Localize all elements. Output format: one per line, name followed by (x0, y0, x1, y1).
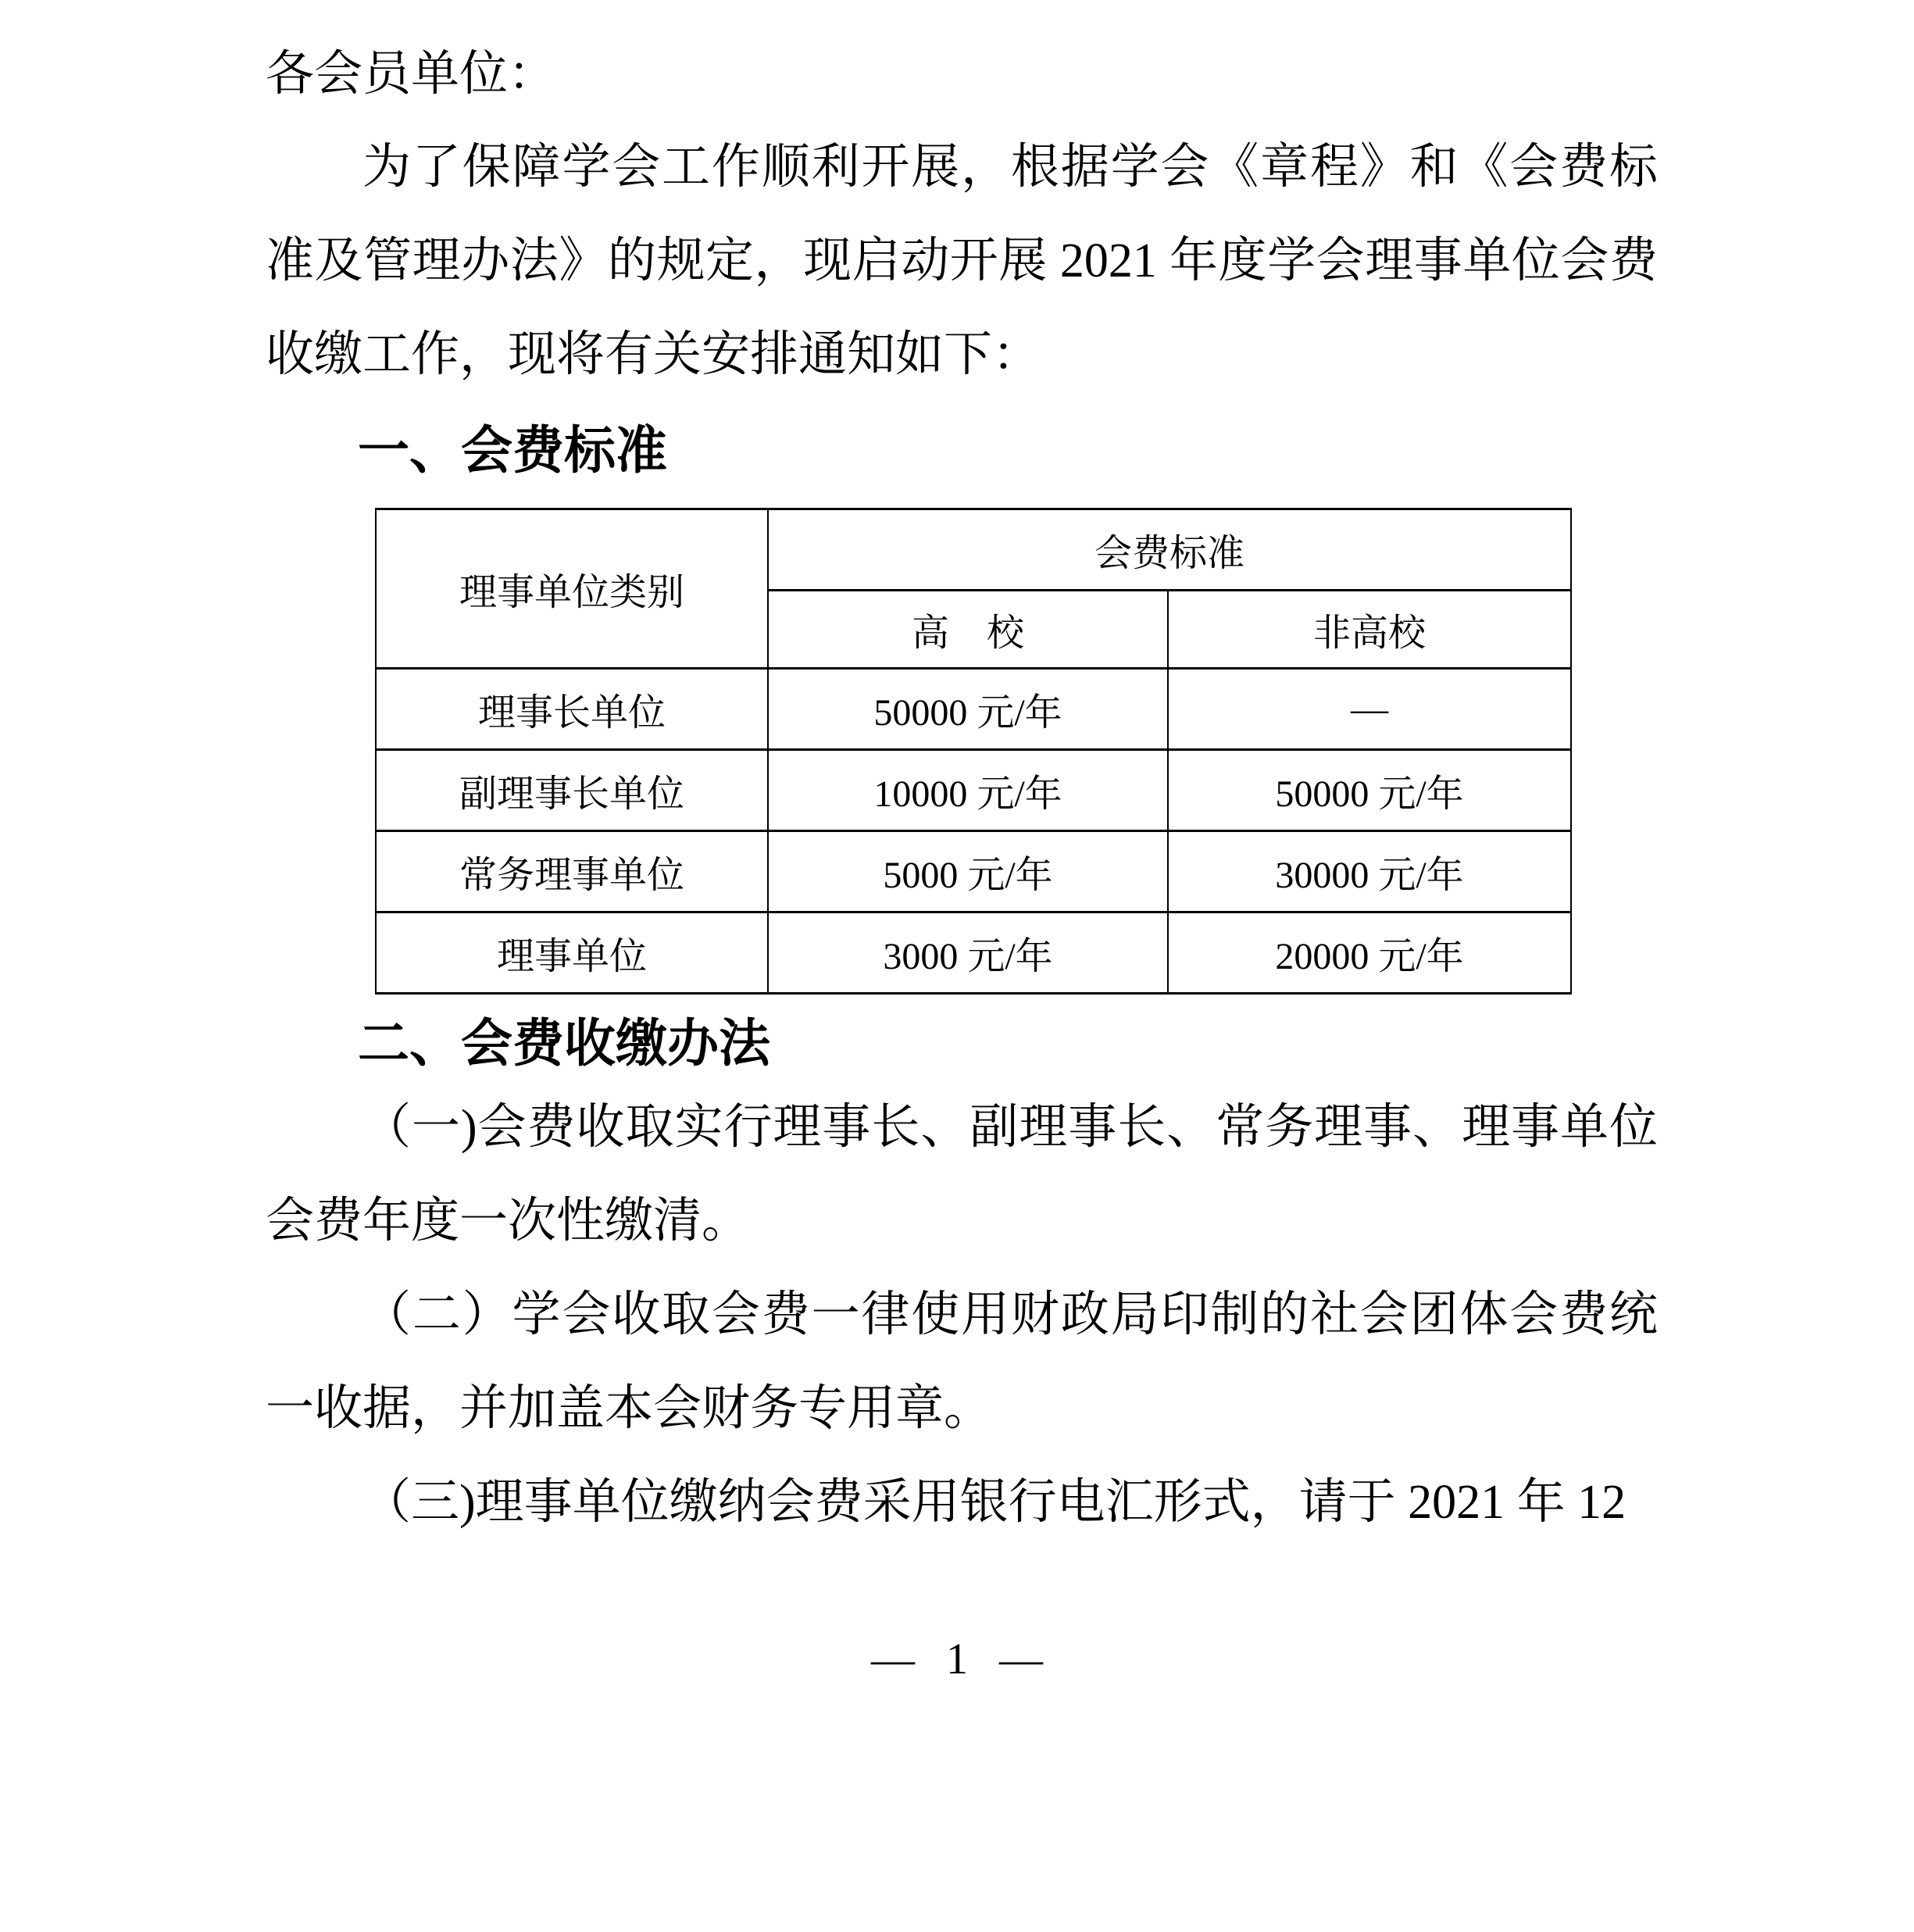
cell-category: 理事单位 (376, 912, 768, 994)
method-item-2: （二）学会收取会费一律使用财政局印制的社会团体会费统一收据，并加盖本会财务专用章。 (266, 1288, 1658, 1435)
table-subheader-non-university: 非高校 (1168, 591, 1571, 669)
method-item-3: （三)理事单位缴纳会费采用银行电汇形式，请于 2021 年 12 (362, 1476, 1627, 1529)
cell-university-fee: 5000 元/年 (768, 831, 1168, 912)
fee-standards-table (375, 508, 1572, 995)
table-row (376, 669, 1571, 750)
section1-heading: 一、会费标准 (358, 421, 667, 479)
table-row (376, 831, 1571, 912)
salutation: 各会员单位： (266, 48, 557, 101)
intro-paragraph: 为了保障学会工作顺利开展，根据学会《章程》和《会费标准及管理办法》的规定，现启动开展 2021 年度学会理事单位会费收缴工作，现将有关安排通知如下： (266, 141, 1658, 381)
cell-non-university-fee: 20000 元/年 (1168, 912, 1571, 994)
cell-non-university-fee: 50000 元/年 (1168, 750, 1571, 831)
cell-non-university-fee: — (1168, 669, 1571, 750)
method-item-1: （一)会费收取实行理事长、副理事长、常务理事、理事单位会费年度一次性缴清。 (266, 1101, 1658, 1248)
cell-university-fee: 50000 元/年 (768, 669, 1168, 750)
cell-category: 副理事长单位 (376, 750, 768, 831)
table-row (376, 912, 1571, 994)
cell-university-fee: 3000 元/年 (768, 912, 1168, 994)
table-header-category: 理事单位类别 (376, 509, 768, 669)
cell-university-fee: 10000 元/年 (768, 750, 1168, 831)
cell-category: 常务理事单位 (376, 831, 768, 912)
table-row (376, 750, 1571, 831)
cell-category: 理事长单位 (376, 669, 768, 750)
table-subheader-university: 高 校 (768, 591, 1168, 669)
table-header-fee-standard: 会费标准 (768, 509, 1571, 591)
page-number: — 1 — (871, 1635, 1043, 1684)
cell-non-university-fee: 30000 元/年 (1168, 831, 1571, 912)
section2 (266, 1005, 1658, 1549)
section2-heading: 二、会费收缴办法 (358, 1014, 770, 1072)
